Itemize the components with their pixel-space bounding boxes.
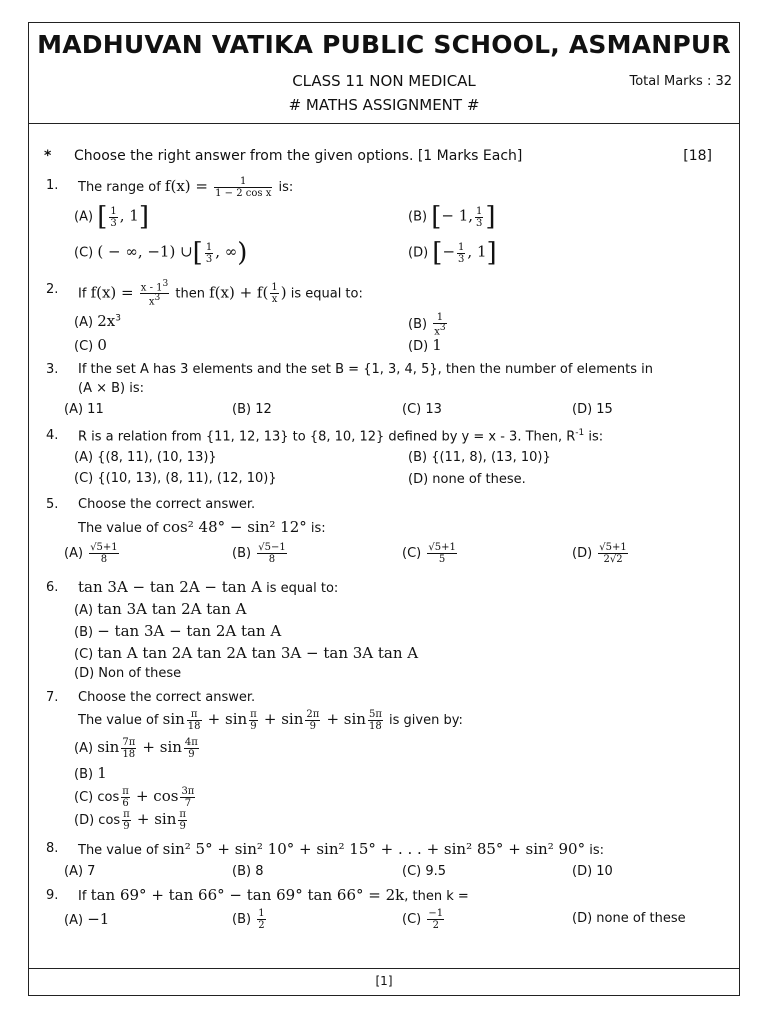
q7-option-b: (B) 1 bbox=[74, 764, 107, 782]
q2-option-b: (B) $\frac{1}{x^3}$ bbox=[408, 312, 446, 338]
q6-number: 6. bbox=[46, 580, 59, 595]
q7-question: The value of sin $\frac{\pi}{18}$ + sin $\frac{\pi}{9}$ + sin $\frac{2\pi}{9}$ + sin $\frac{5\pi}{18}$ is given by: bbox=[78, 709, 463, 732]
q4-option-d: (D) none of these. bbox=[408, 472, 526, 487]
section-marks: [18] bbox=[683, 148, 712, 164]
q5-number: 5. bbox=[46, 497, 59, 512]
q6-option-c: (C) tan A tan 2A tan 2A tan 3A − tan 3A tan A bbox=[74, 644, 419, 662]
q8-option-c: (C) 9.5 bbox=[402, 864, 447, 879]
total-marks: Total Marks : 32 bbox=[629, 74, 732, 89]
assignment-title: # MATHS ASSIGNMENT # bbox=[288, 96, 480, 114]
q4-option-b: (B) {(11, 8), (13, 10)} bbox=[408, 450, 551, 465]
q1-question: The range of f(x) = $\frac{1}{\text{1 − 2 cos x}}$ is: bbox=[78, 176, 294, 199]
q2-option-c: (C) 0 bbox=[74, 336, 107, 354]
q7-instruction: Choose the correct answer. bbox=[78, 690, 256, 705]
header-divider bbox=[28, 123, 740, 124]
q2-number: 2. bbox=[46, 282, 59, 297]
q5-option-c: (C) $\frac{√5+1}{5}$ bbox=[402, 542, 456, 565]
q3-question-line2: (A × B) is: bbox=[78, 381, 145, 396]
q7-option-c: (C) cos $\frac{\pi}{6}$ + cos $\frac{3\pi}{7}$ bbox=[74, 786, 195, 809]
q1-option-a: (A) [ $\frac{1}{3}$ , 1] bbox=[74, 202, 149, 232]
q8-option-b: (B) 8 bbox=[232, 864, 264, 879]
q7-option-d: (D) cos $\frac{\pi}{9}$ + sin $\frac{\pi}{9}$ bbox=[74, 809, 186, 832]
q3-option-a: (A) 11 bbox=[64, 402, 104, 417]
q1-fraction: $\frac{1}{\text{1 − 2 cos x}}$ bbox=[215, 176, 272, 199]
q6-option-b: (B) − tan 3A − tan 2A tan A bbox=[74, 622, 282, 640]
q4-number: 4. bbox=[46, 428, 59, 443]
q7-option-a: (A) sin $\frac{7\pi}{18}$ + sin $\frac{4\pi}{9}$ bbox=[74, 737, 198, 760]
q9-option-c: (C) $\frac{-1}{2}$ bbox=[402, 908, 444, 931]
q3-option-b: (B) 12 bbox=[232, 402, 272, 417]
class-line: CLASS 11 NON MEDICAL bbox=[292, 72, 476, 90]
q8-question: The value of sin² 5° + sin² 10° + sin² 15° + . . . + sin² 85° + sin² 90° is: bbox=[78, 840, 604, 858]
footer-divider bbox=[28, 968, 740, 969]
q9-option-a: (A) −1 bbox=[64, 910, 110, 928]
q4-option-c: (C) {(10, 13), (8, 11), (12, 10)} bbox=[74, 471, 277, 486]
q9-question: If tan 69° + tan 66° − tan 69° tan 66° = 2k, then k = bbox=[78, 886, 469, 904]
page-number: [1] bbox=[375, 974, 393, 988]
q5-instruction: Choose the correct answer. bbox=[78, 497, 256, 512]
q9-option-b: (B) $\frac{1}{2}$ bbox=[232, 908, 265, 931]
school-name: MADHUVAN VATIKA PUBLIC SCHOOL, ASMANPUR bbox=[37, 30, 731, 59]
q4-option-a: (A) {(8, 11), (10, 13)} bbox=[74, 450, 217, 465]
q3-option-c: (C) 13 bbox=[402, 402, 442, 417]
q5-option-a: (A) $\frac{√5+1}{8}$ bbox=[64, 542, 118, 565]
q1-number: 1. bbox=[46, 178, 59, 193]
q6-question: tan 3A − tan 2A − tan A is equal to: bbox=[78, 578, 339, 596]
q1-option-b: (B) [− 1, $\frac{1}{3}$ ] bbox=[408, 202, 496, 232]
q4-question: R is a relation from {11, 12, 13} to {8, 10, 12} defined by y = x - 3. Then, $R^{-1}$ is: bbox=[78, 428, 604, 445]
q6-option-a: (A) tan 3A tan 2A tan A bbox=[74, 600, 247, 618]
section-bullet: * bbox=[44, 148, 52, 164]
q8-number: 8. bbox=[46, 841, 59, 856]
q6-option-d: (D) Non of these bbox=[74, 666, 182, 681]
q5-option-b: (B) $\frac{√5-1}{8}$ bbox=[232, 542, 286, 565]
q1-option-d: (D) [− $\frac{1}{3}$ , 1] bbox=[408, 238, 497, 268]
q7-number: 7. bbox=[46, 690, 59, 705]
q3-question-line1: If the set A has 3 elements and the set B = {1, 3, 4, 5}, then the number of elements in bbox=[78, 362, 653, 377]
q2-option-d: (D) 1 bbox=[408, 336, 442, 354]
q3-number: 3. bbox=[46, 362, 59, 377]
q9-option-d: (D) none of these bbox=[572, 911, 686, 926]
section-instruction: * Choose the right answer from the given options. [1 Marks Each] bbox=[44, 148, 523, 164]
q9-number: 9. bbox=[46, 888, 59, 903]
q2-option-a: (A) $2x^3$ bbox=[74, 312, 121, 330]
q3-option-d: (D) 15 bbox=[572, 402, 613, 417]
q8-option-d: (D) 10 bbox=[572, 864, 613, 879]
q5-question: The value of cos² 48° − sin² 12° is: bbox=[78, 518, 326, 536]
q2-question: If f(x) = $\frac{x - 1^3}{x^3}$ then f(x) + f( $\frac{1}{x}$ ) is equal to: bbox=[78, 279, 363, 308]
q8-option-a: (A) 7 bbox=[64, 864, 96, 879]
q1-option-c: (C) ( − ∞, −1) ∪[ $\frac{1}{3}$ , ∞) bbox=[74, 238, 248, 268]
q5-option-d: (D) $\frac{√5+1}{2√2}$ bbox=[572, 542, 627, 565]
